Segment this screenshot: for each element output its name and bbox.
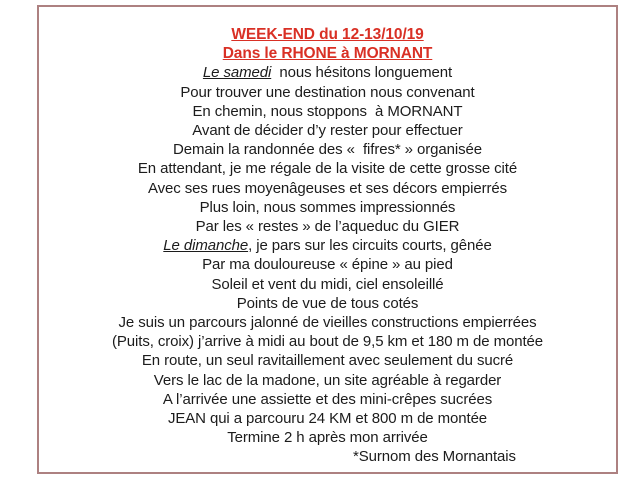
text-line [39, 198, 616, 217]
line-segment: (Puits, croix) j’arrive à midi au bout de 9,5 km et 180 m de montée [112, 333, 543, 351]
text-line [39, 44, 616, 63]
line-segment: nous hésitons longuement [271, 64, 453, 82]
line-segment: Pour trouver une destination nous convenant [180, 83, 475, 101]
line-segment: Avec ses rues moyenâgeuses et ses décors empierrés [147, 179, 508, 197]
title-text: Dans le RHONE à MORNANT [222, 45, 433, 63]
text-line [39, 390, 616, 409]
line-segment: JEAN qui a parcouru 24 KM et 800 m de montée [167, 410, 488, 428]
text-line [39, 25, 616, 44]
line-segment: Soleil et vent du midi, ciel ensoleillé [211, 275, 444, 293]
slide-frame [37, 5, 618, 474]
line-segment: En chemin, nous stoppons à MORNANT [192, 102, 463, 120]
line-segment: Le dimanche [163, 237, 249, 255]
line-segment: Je suis un parcours jalonné de vieilles constructions empierrées [118, 314, 537, 332]
line-segment: A l’arrivée une assiette et des mini-crêpes sucrées [162, 390, 493, 408]
text-line [39, 179, 616, 198]
title-text: WEEK-END du 12-13/10/19 [231, 26, 424, 43]
text-line [39, 121, 616, 140]
line-segment: Par ma douloureuse « épine » au pied [202, 256, 453, 274]
text-line [39, 63, 616, 82]
line-segment: , je pars sur les circuits courts, gênée [248, 237, 492, 255]
text-line [39, 313, 616, 332]
text-line [39, 255, 616, 274]
text-line [39, 428, 616, 447]
text-line [39, 83, 616, 102]
line-segment: Avant de décider d’y rester pour effectuer [192, 122, 463, 140]
text-line [39, 102, 616, 121]
line-segment: *Surnom des Mornantais [353, 448, 516, 466]
line-segment: En attendant, je me régale de la visite de cette grosse cité [137, 160, 518, 178]
text-line [39, 294, 616, 313]
text-line [39, 236, 616, 255]
line-segment: Par les « restes » de l’aqueduc du GIER [195, 218, 460, 236]
line-segment: Termine 2 h après mon arrivée [227, 429, 428, 447]
text-line [39, 332, 616, 351]
text-line [39, 159, 616, 178]
line-segment: Le samedi [202, 64, 272, 82]
line-segment: Points de vue de tous cotés [236, 294, 419, 312]
text-line [39, 217, 616, 236]
text-line [39, 140, 616, 159]
line-segment: Demain la randonnée des « fifres* » organisée [173, 141, 482, 159]
text-line [39, 351, 616, 370]
line-segment: Plus loin, nous sommes impressionnés [199, 198, 456, 216]
text-line [39, 447, 616, 466]
text-line [39, 371, 616, 390]
text-block [39, 25, 616, 467]
text-line [39, 409, 616, 428]
line-segment: Vers le lac de la madone, un site agréable à regarder [153, 371, 502, 389]
text-line [39, 275, 616, 294]
line-segment: En route, un seul ravitaillement avec seulement du sucré [141, 352, 514, 370]
